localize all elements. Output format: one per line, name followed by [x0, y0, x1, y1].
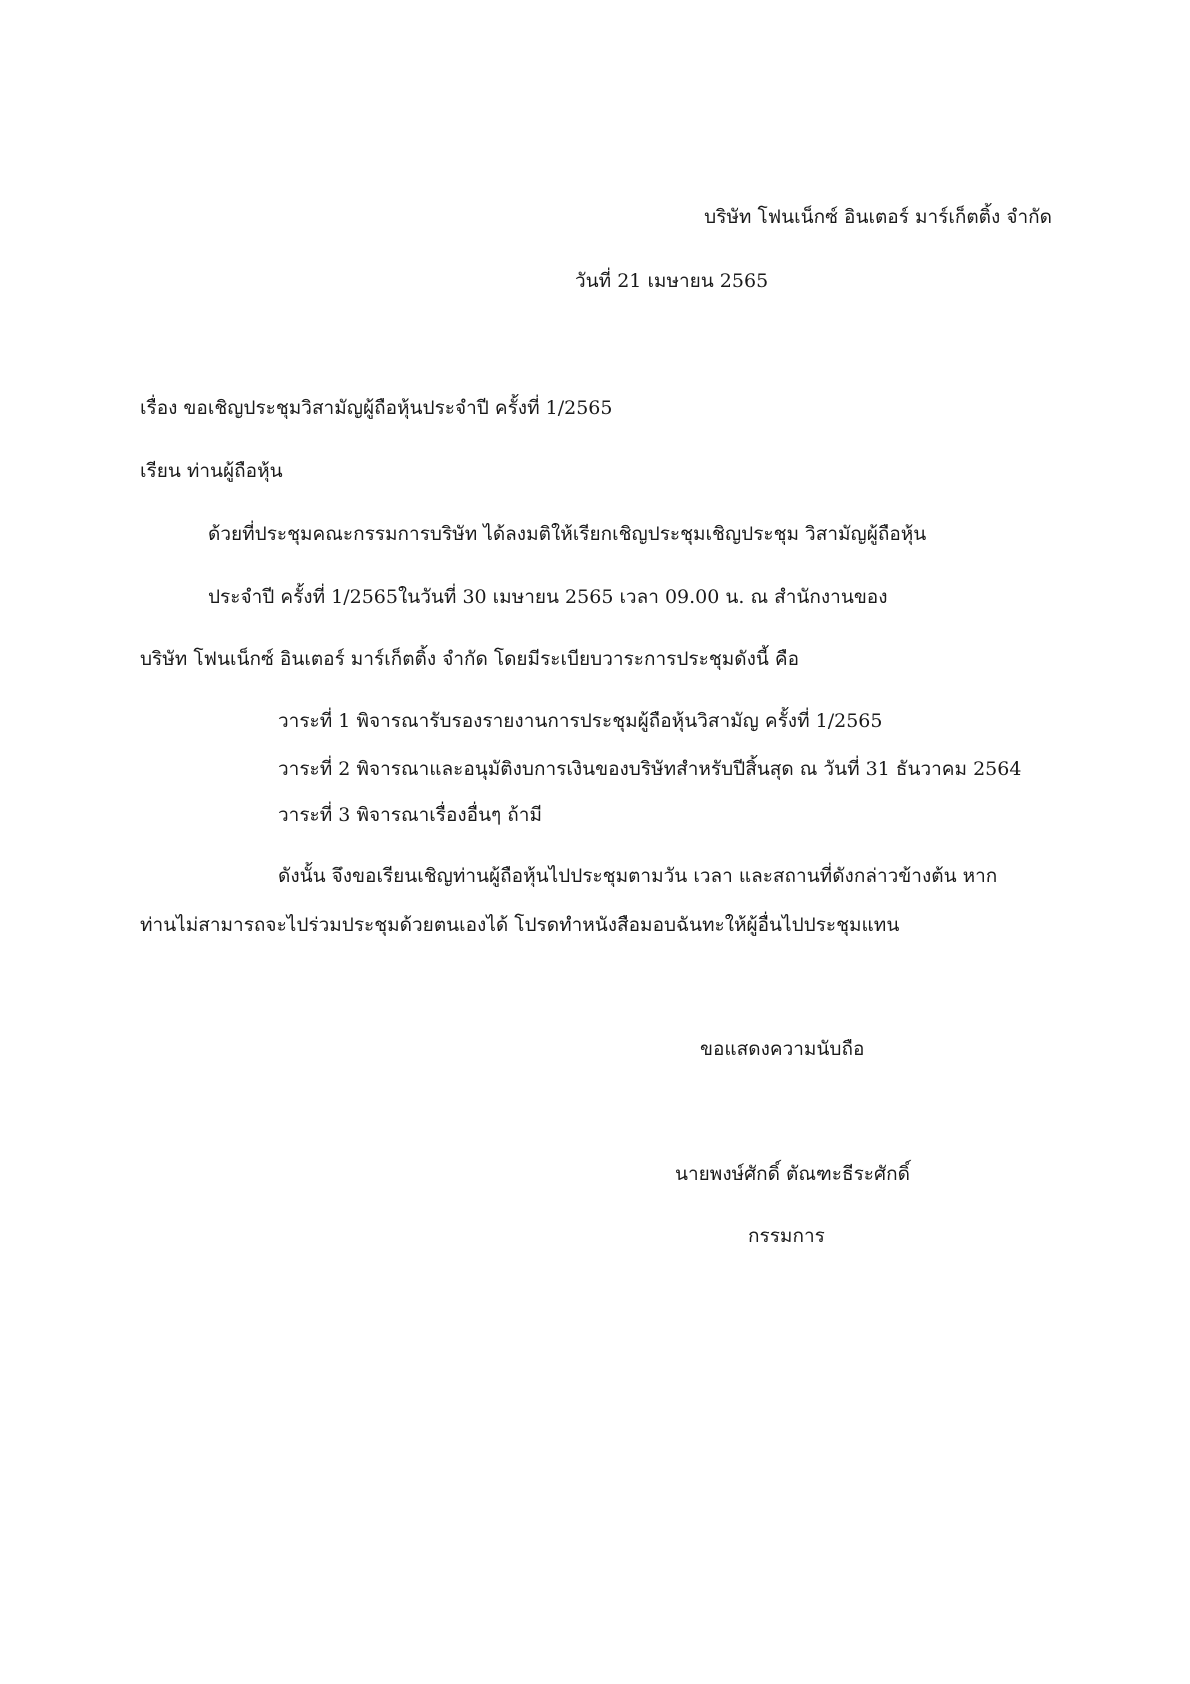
body-paragraph-1-line-3: บริษัท โฟนเน็กซ์ อินเตอร์ มาร์เก็ตติ้ง จำกัด โดยมีระเบียบวาระการประชุมดังนี้ คือ	[140, 648, 800, 670]
closing-regards: ขอแสดงความนับถือ	[700, 1038, 865, 1060]
letter-date: วันที่ 21 เมษายน 2565	[575, 270, 769, 292]
company-name: บริษัท โฟนเน็กซ์ อินเตอร์ มาร์เก็ตติ้ง จำกัด	[704, 206, 1052, 228]
signer-position: กรรมการ	[748, 1225, 825, 1247]
agenda-item-3: วาระที่ 3 พิจารณาเรื่องอื่นๆ ถ้ามี	[278, 804, 542, 826]
letter-salutation: เรียน ท่านผู้ถือหุ้น	[140, 460, 283, 482]
signer-name: นายพงษ์ศักดิ์ ตัณฑะธีระศักดิ์	[675, 1163, 910, 1185]
body-paragraph-2-line-1: ดังนั้น จึงขอเรียนเชิญท่านผู้ถือหุ้นไปประชุมตามวัน เวลา และสถานที่ดังกล่าวข้างต้น หาก	[278, 865, 998, 887]
letter-subject: เรื่อง ขอเชิญประชุมวิสามัญผู้ถือหุ้นประจำปี ครั้งที่ 1/2565	[140, 397, 613, 419]
agenda-item-1: วาระที่ 1 พิจารณารับรองรายงานการประชุมผู้ถือหุ้นวิสามัญ ครั้งที่ 1/2565	[278, 710, 883, 732]
body-paragraph-1-line-1: ด้วยที่ประชุมคณะกรรมการบริษัท ได้ลงมติให้เรียกเชิญประชุมเชิญประชุม วิสามัญผู้ถือหุ้น	[208, 523, 927, 545]
body-paragraph-1-line-2: ประจำปี ครั้งที่ 1/2565ในวันที่ 30 เมษายน 2565 เวลา 09.00 น. ณ สำนักงานของ	[208, 586, 888, 608]
body-paragraph-2-line-2: ท่านไม่สามารถจะไปร่วมประชุมด้วยตนเองได้ โปรดทำหนังสือมอบฉันทะให้ผู้อื่นไปประชุมแทน	[140, 914, 900, 936]
agenda-item-2: วาระที่ 2 พิจารณาและอนุมัติงบการเงินของบริษัทสำหรับปีสิ้นสุด ณ วันที่ 31 ธันวาคม 2564	[278, 758, 1022, 780]
